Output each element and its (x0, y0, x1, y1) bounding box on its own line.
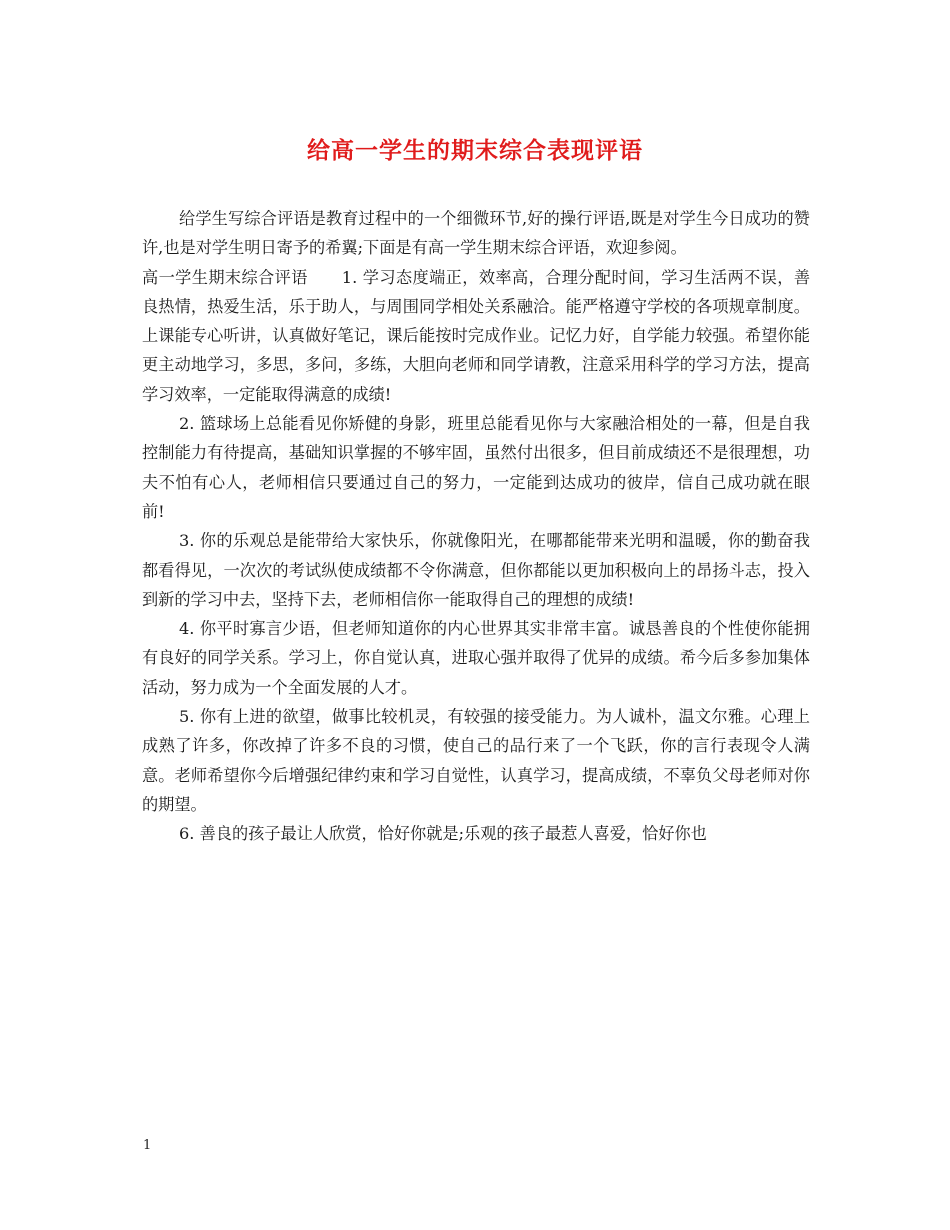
comment-item-1-text: 1. 学习态度端正，效率高，合理分配时间，学习生活两不误，善良热情，热爱生活，乐于助人，与周围同学相处关系融洽。能严格遵守学校的各项规章制度。上课能专心听讲，认真做好笔记，课后能按时完成作业。记忆力好，自学能力较强。希望你能更主动地学习，多思，多问，多练，大胆向老师和同学请教，注意采用科学的学习方法，提高学习效率，一定能取得满意的成绩! (142, 267, 811, 404)
document-title: 给高一学生的期末综合表现评语 (307, 137, 643, 164)
comment-item-4: 4. 你平时寡言少语，但老师知道你的内心世界其实非常丰富。诚恳善良的个性使你能拥有良好的同学关系。学习上，你自觉认真，进取心强并取得了优异的成绩。希今后多参加集体活动，努力成为一个全面发展的人才。 (142, 619, 810, 697)
page-number: 1 (143, 1138, 152, 1153)
document-body (142, 204, 810, 849)
comment-item-6: 6. 善良的孩子最让人欣赏，恰好你就是;乐观的孩子最惹人喜爱，恰好你也 (179, 824, 707, 844)
intro-paragraph: 给学生写综合评语是教育过程中的一个细微环节,好的操行评语,既是对学生今日成功的赞许,也是对学生明日寄予的希翼;下面是有高一学生期末综合评语，欢迎参阅。 (142, 209, 810, 258)
comment-item-5: 5. 你有上进的欲望，做事比较机灵，有较强的接受能力。为人诚朴，温文尔雅。心理上成熟了许多，你改掉了许多不良的习惯，使自己的品行来了一个飞跃，你的言行表现令人满意。老师希望你今后增强纪律约束和学习自觉性，认真学习，提高成绩，不辜负父母老师对你的期望。 (142, 707, 810, 814)
comment-item-1 (142, 263, 810, 409)
section-heading: 高一学生期末综合评语 (142, 267, 308, 287)
comment-item-3: 3. 你的乐观总是能带给大家快乐，你就像阳光，在哪都能带来光明和温暖，你的勤奋我都看得见，一次次的考试纵使成绩都不令你满意，但你都能以更加积极向上的昂扬斗志，投入到新的学习中去，坚持下去，老师相信你一能取得自己的理想的成绩! (142, 531, 810, 609)
comment-item-2: 2. 篮球场上总能看见你矫健的身影，班里总能看见你与大家融洽相处的一幕，但是自我控制能力有待提高，基础知识掌握的不够牢固，虽然付出很多，但目前成绩还不是很理想，功夫不怕有心人，老师相信只要通过自己的努力，一定能到达成功的彼岸，信自己成功就在眼前! (142, 414, 810, 521)
